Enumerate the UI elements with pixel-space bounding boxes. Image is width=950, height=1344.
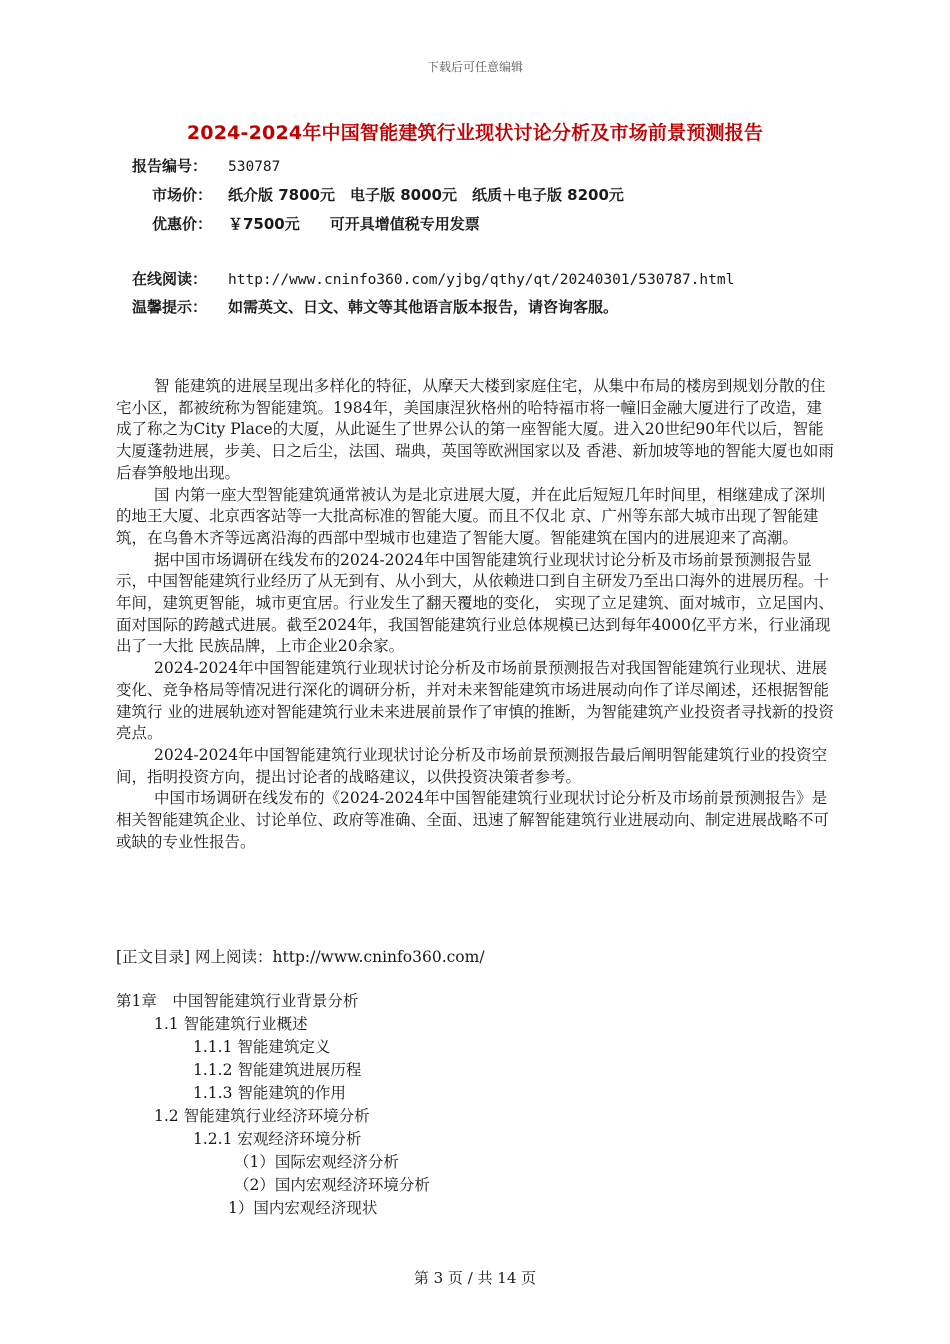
body-paragraph: 2024-2024年中国智能建筑行业现状讨论分析及市场前景预测报告对我国智能建筑行业现状、进展变化、竞争格局等情况进行深化的调研分析，并对未来智能建筑市场进展动向作了详尽阐述，还根据智能建筑行 业的进展轨迹对智能建筑行业未来进展前景作了审慎的推断，为智能建筑产业投资者寻找新的投资亮点。 — [116, 659, 834, 743]
report-number-label: 报告编号： — [132, 157, 208, 175]
toc-subsection[interactable]: 1.1.1 智能建筑定义 — [193, 1038, 331, 1056]
header-note: 下载后可任意编辑 — [426, 60, 523, 74]
body-paragraph: 2024-2024年中国智能建筑行业现状讨论分析及市场前景预测报告最后阐明智能建筑行业的投资空间，指明投资方向，提出讨论者的战略建议，以供投资决策者参考。 — [116, 745, 828, 786]
discount-label: 优惠价： — [151, 215, 212, 233]
toc-section[interactable]: 1.2 智能建筑行业经济环境分析 — [154, 1107, 370, 1125]
page-number: 第 3 页 / 共 14 页 — [413, 1269, 537, 1287]
tip-value: 如需英文、日文、韩文等其他语言版本报告，请咨询客服。 — [228, 298, 619, 316]
tip-row — [132, 296, 618, 317]
toc-chapter[interactable]: 第1章 中国智能建筑行业背景分析 — [116, 992, 359, 1010]
tip-label: 温馨提示： — [132, 298, 208, 316]
report-title: 2024-2024年中国智能建筑行业现状讨论分析及市场前景预测报告 — [186, 122, 764, 144]
online-label: 在线阅读： — [132, 270, 208, 288]
body-paragraph: 中国市场调研在线发布的《2024-2024年中国智能建筑行业现状讨论分析及市场前景预测报告》是相关智能建筑企业、讨论单位、政府等准确、全面、迅速了解智能建筑行业进展动向、制定进展战略不可或缺的专业性报告。 — [116, 789, 830, 851]
report-body — [116, 376, 836, 853]
toc-online-link[interactable]: [正文目录] 网上阅读：http://www.cninfo360.com/ — [116, 948, 485, 966]
discount-value: ￥7500元 可开具增值税专用发票 — [228, 215, 480, 233]
body-paragraph: 据中国市场调研在线发布的2024-2024年中国智能建筑行业现状讨论分析及市场前景预测报告显示，中国智能建筑行业经历了从无到有、从小到大，从依赖进口到自主研发乃至出口海外的进展历程。十年间，建筑更智能，城市更宜居。行业发生了翻天覆地的变化， 实现了立足建筑、面对城市，立足国内、面对国际的跨越式进展。截至2024年，我国智能建筑行业总体规模已达到每年4000亿平方米，行业涌现出了一大批 民族品牌，上市企业20余家。 — [116, 550, 834, 656]
price-value: 纸介版 7800元 电子版 8000元 纸质＋电子版 8200元 — [228, 186, 624, 204]
price-row — [132, 184, 624, 205]
toc-subsection[interactable]: 1.1.2 智能建筑进展历程 — [193, 1061, 362, 1079]
toc-item[interactable]: 1）国内宏观经济现状 — [228, 1199, 378, 1217]
toc-subsection[interactable]: 1.1.3 智能建筑的作用 — [193, 1084, 346, 1102]
report-number-row — [132, 155, 280, 176]
online-url-link[interactable]: http://www.cninfo360.com/yjbg/qthy/qt/20240301/530787.html — [228, 272, 735, 288]
toc-item[interactable]: （2）国内宏观经济环境分析 — [234, 1176, 430, 1194]
price-label: 市场价： — [151, 186, 212, 204]
toc-item[interactable]: （1）国际宏观经济分析 — [234, 1153, 399, 1171]
report-number-value: 530787 — [228, 159, 281, 175]
body-paragraph: 智 能建筑的进展呈现出多样化的特征，从摩天大楼到家庭住宅，从集中布局的楼房到规划分散的住宅小区，都被统称为智能建筑。1984年，美国康涅狄格州的哈特福市将一幢旧金融大厦进行了改造，建成了称之为City Place的大厦，从此诞生了世界公认的第一座智能大厦。进入20世纪90年代以后，智能大厦蓬勃进展，步美、日之后尘，法国、瑞典，英国等欧洲国家以及 香港、新加坡等地的智能大厦也如雨后春笋般地出现。 — [116, 377, 834, 482]
discount-row — [132, 213, 480, 234]
table-of-contents — [116, 990, 430, 1220]
online-row — [132, 268, 734, 289]
body-paragraph: 国 内第一座大型智能建筑通常被认为是北京进展大厦，并在此后短短几年时间里，相继建成了深圳的地王大厦、北京西客站等一大批高标准的智能大厦。而且不仅北 京、广州等东部大城市出现了智能建筑，在乌鲁木齐等远离沿海的西部中型城市也建造了智能大厦。智能建筑在国内的进展迎来了高潮。 — [116, 485, 826, 547]
toc-subsection[interactable]: 1.2.1 宏观经济环境分析 — [193, 1130, 362, 1148]
toc-section[interactable]: 1.1 智能建筑行业概述 — [154, 1015, 308, 1033]
